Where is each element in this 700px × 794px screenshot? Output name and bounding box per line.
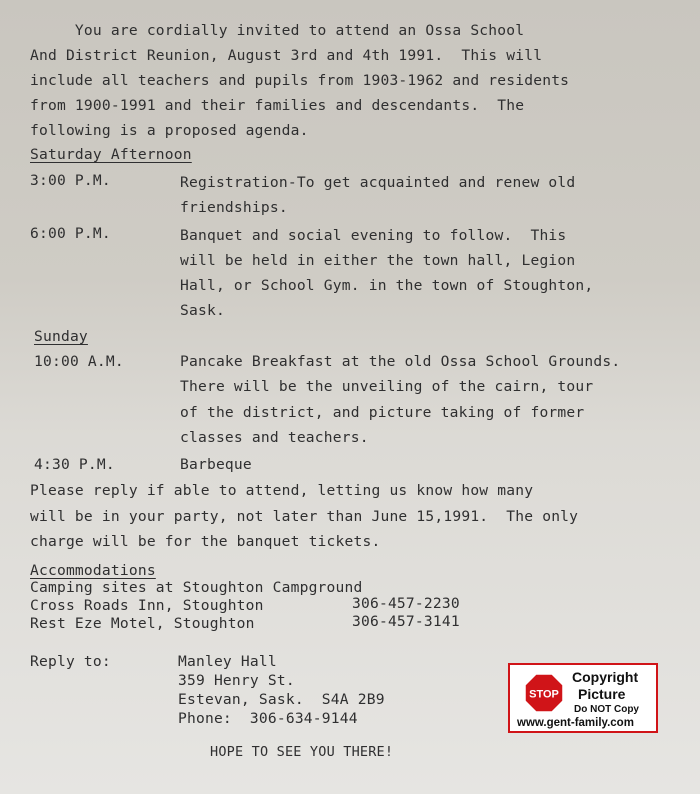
agenda-time: 4:30 P.M. <box>34 456 115 473</box>
agenda-text: will be held in either the town hall, Legion <box>180 252 576 269</box>
intro-line: You are cordially invited to attend an Ossa School <box>30 22 525 39</box>
badge-line: Do NOT Copy <box>574 704 639 715</box>
reply-note-line: will be in your party, not later than June 15,1991. The only <box>30 508 579 525</box>
badge-url: www.gent-family.com <box>517 717 634 729</box>
copyright-badge <box>508 663 658 733</box>
reply-to-line: 359 Henry St. <box>178 672 295 689</box>
accommodation-phone: 306-457-3141 <box>352 613 460 630</box>
agenda-time: 3:00 P.M. <box>30 172 111 189</box>
accommodation-phone: 306-457-2230 <box>352 595 460 612</box>
accommodation-name: Rest Eze Motel, Stoughton <box>30 615 255 632</box>
agenda-text: of the district, and picture taking of former <box>180 404 585 421</box>
agenda-text: Barbeque <box>180 456 252 473</box>
reply-note-line: Please reply if able to attend, letting us know how many <box>30 482 534 499</box>
agenda-text: Pancake Breakfast at the old Ossa School Grounds. <box>180 353 621 370</box>
intro-line: from 1900-1991 and their families and descendants. The <box>30 97 525 114</box>
reply-to-label: Reply to: <box>30 653 111 670</box>
saturday-heading: Saturday Afternoon <box>30 146 192 163</box>
agenda-text: Registration-To get acquainted and renew old <box>180 174 576 191</box>
agenda-time: 10:00 A.M. <box>34 353 124 370</box>
reply-to-line: Phone: 306-634-9144 <box>178 710 358 727</box>
agenda-text: Banquet and social evening to follow. This <box>180 227 567 244</box>
sunday-heading: Sunday <box>34 328 88 345</box>
badge-line: Picture <box>578 686 626 702</box>
stop-sign-icon <box>524 673 564 713</box>
agenda-text: Sask. <box>180 302 225 319</box>
intro-line: include all teachers and pupils from 1903-1962 and residents <box>30 72 570 89</box>
agenda-text: classes and teachers. <box>180 429 369 446</box>
agenda-time: 6:00 P.M. <box>30 225 111 242</box>
badge-line: Copyright <box>572 669 639 685</box>
reply-note-line: charge will be for the banquet tickets. <box>30 533 381 550</box>
reply-to-line: Manley Hall <box>178 653 277 670</box>
accommodations-heading: Accommodations <box>30 562 156 579</box>
closing-line: HOPE TO SEE YOU THERE! <box>210 744 394 760</box>
accommodation-name: Cross Roads Inn, Stoughton <box>30 597 264 614</box>
intro-line: following is a proposed agenda. <box>30 122 309 139</box>
agenda-text: There will be the unveiling of the cairn, tour <box>180 378 594 395</box>
intro-line: And District Reunion, August 3rd and 4th 1991. This will <box>30 47 543 64</box>
stop-sign-label: STOP <box>529 688 559 701</box>
agenda-text: Hall, or School Gym. in the town of Stoughton, <box>180 277 594 294</box>
reply-to-line: Estevan, Sask. S4A 2B9 <box>178 691 385 708</box>
agenda-text: friendships. <box>180 199 288 216</box>
accommodation-name: Camping sites at Stoughton Campground <box>30 579 363 596</box>
